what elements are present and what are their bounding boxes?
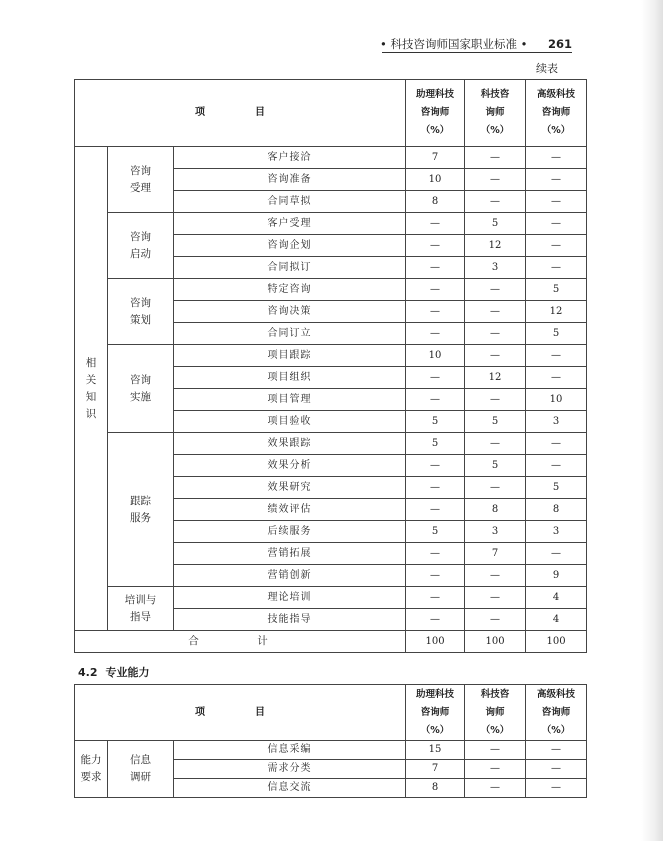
value-assistant: — bbox=[406, 235, 465, 257]
table-row bbox=[75, 433, 587, 455]
value-consultant: — bbox=[465, 191, 526, 213]
item-name: 营销创新 bbox=[174, 565, 406, 587]
value-assistant: — bbox=[406, 213, 465, 235]
value-senior: 4 bbox=[526, 587, 587, 609]
value-senior: 5 bbox=[526, 279, 587, 301]
value-senior: — bbox=[526, 543, 587, 565]
table-header-row bbox=[75, 80, 587, 147]
group-label-char: 服务 bbox=[130, 511, 151, 524]
value-consultant: 3 bbox=[465, 521, 526, 543]
value-consultant: 5 bbox=[465, 213, 526, 235]
group-label bbox=[108, 147, 174, 213]
group-label-char: 信息 bbox=[130, 754, 151, 766]
item-name: 后续服务 bbox=[174, 521, 406, 543]
header-item: 项 目 bbox=[75, 685, 406, 741]
item-name: 营销拓展 bbox=[174, 543, 406, 565]
header-col-senior: 高级科技 咨询师 （%） bbox=[526, 685, 587, 741]
value-consultant: 5 bbox=[465, 411, 526, 433]
value-assistant: — bbox=[406, 257, 465, 279]
value-consultant: 3 bbox=[465, 257, 526, 279]
item-name: 咨询准备 bbox=[174, 169, 406, 191]
group-label-char: 受理 bbox=[130, 181, 151, 194]
item-name: 信息交流 bbox=[174, 779, 406, 798]
value-consultant: — bbox=[465, 433, 526, 455]
value-assistant: 8 bbox=[406, 779, 465, 798]
group-label-char: 咨询 bbox=[130, 230, 151, 243]
value-senior: — bbox=[526, 213, 587, 235]
value-assistant: 5 bbox=[406, 411, 465, 433]
value-assistant: — bbox=[406, 323, 465, 345]
item-name: 咨询决策 bbox=[174, 301, 406, 323]
value-senior: — bbox=[526, 235, 587, 257]
value-senior: 9 bbox=[526, 565, 587, 587]
value-senior: — bbox=[526, 147, 587, 169]
item-name: 需求分类 bbox=[174, 760, 406, 779]
value-assistant: — bbox=[406, 587, 465, 609]
category-label bbox=[75, 147, 108, 631]
value-senior: 4 bbox=[526, 609, 587, 631]
item-name: 项目跟踪 bbox=[174, 345, 406, 367]
value-consultant: — bbox=[465, 345, 526, 367]
table-row bbox=[75, 213, 587, 235]
category-label bbox=[75, 741, 108, 798]
category-label-char: 知 bbox=[85, 390, 97, 403]
header-col-consultant: 科技咨 询师 （%） bbox=[465, 685, 526, 741]
group-label bbox=[108, 279, 174, 345]
group-label-char: 调研 bbox=[130, 771, 151, 783]
header-col-assistant: 助理科技 咨询师 （%） bbox=[406, 685, 465, 741]
group-label bbox=[108, 741, 174, 798]
category-label-char: 关 bbox=[85, 373, 97, 386]
table-row bbox=[75, 741, 587, 760]
value-senior: 8 bbox=[526, 499, 587, 521]
item-name: 绩效评估 bbox=[174, 499, 406, 521]
group-label-char: 指导 bbox=[130, 610, 151, 623]
value-consultant: 7 bbox=[465, 543, 526, 565]
total-label: 合 计 bbox=[75, 631, 406, 653]
value-senior: — bbox=[526, 760, 587, 779]
table-row bbox=[75, 345, 587, 367]
running-head bbox=[380, 36, 572, 52]
header-col-consultant: 科技咨 询师 （%） bbox=[465, 80, 526, 147]
value-assistant: — bbox=[406, 389, 465, 411]
value-consultant: — bbox=[465, 741, 526, 760]
value-assistant: — bbox=[406, 565, 465, 587]
running-head-title: • 科技咨询师国家职业标准 • bbox=[380, 37, 528, 51]
table-header-row bbox=[75, 685, 587, 741]
item-name: 效果跟踪 bbox=[174, 433, 406, 455]
group-label-char: 咨询 bbox=[130, 164, 151, 177]
item-name: 合同订立 bbox=[174, 323, 406, 345]
value-consultant: — bbox=[465, 609, 526, 631]
value-assistant: — bbox=[406, 367, 465, 389]
header-col-assistant: 助理科技 咨询师 （%） bbox=[406, 80, 465, 147]
value-senior: — bbox=[526, 191, 587, 213]
value-assistant: 5 bbox=[406, 433, 465, 455]
category-label-char: 要求 bbox=[80, 771, 102, 783]
table-row bbox=[75, 279, 587, 301]
value-assistant: — bbox=[406, 279, 465, 301]
value-senior: 12 bbox=[526, 301, 587, 323]
page-edge-shadow bbox=[641, 0, 663, 841]
value-senior: — bbox=[526, 741, 587, 760]
group-label-char: 咨询 bbox=[130, 296, 151, 309]
value-consultant: — bbox=[465, 760, 526, 779]
value-assistant: 10 bbox=[406, 169, 465, 191]
value-consultant: 8 bbox=[465, 499, 526, 521]
value-consultant: — bbox=[465, 169, 526, 191]
header-col-senior: 高级科技 咨询师 （%） bbox=[526, 80, 587, 147]
group-label-char: 咨询 bbox=[130, 373, 151, 386]
group-label bbox=[108, 433, 174, 587]
table-row bbox=[75, 587, 587, 609]
value-senior: 10 bbox=[526, 389, 587, 411]
value-assistant: 10 bbox=[406, 345, 465, 367]
section-number: 4.2 bbox=[78, 666, 98, 679]
section-heading bbox=[78, 664, 150, 680]
value-senior: — bbox=[526, 257, 587, 279]
value-assistant: — bbox=[406, 609, 465, 631]
value-senior: — bbox=[526, 169, 587, 191]
group-label-char: 跟踪 bbox=[130, 494, 151, 507]
value-assistant: 7 bbox=[406, 147, 465, 169]
value-senior: — bbox=[526, 345, 587, 367]
value-consultant: — bbox=[465, 279, 526, 301]
group-label-char: 实施 bbox=[130, 390, 151, 403]
group-label bbox=[108, 587, 174, 631]
section-title: 专业能力 bbox=[105, 666, 150, 679]
value-senior: 5 bbox=[526, 477, 587, 499]
value-senior: — bbox=[526, 433, 587, 455]
item-name: 客户受理 bbox=[174, 213, 406, 235]
value-assistant: 15 bbox=[406, 741, 465, 760]
item-name: 理论培训 bbox=[174, 587, 406, 609]
item-name: 信息采编 bbox=[174, 741, 406, 760]
item-name: 技能指导 bbox=[174, 609, 406, 631]
item-name: 合同草拟 bbox=[174, 191, 406, 213]
item-name: 特定咨询 bbox=[174, 279, 406, 301]
category-label-char: 识 bbox=[85, 407, 97, 420]
item-name: 客户接洽 bbox=[174, 147, 406, 169]
item-name: 项目组织 bbox=[174, 367, 406, 389]
value-senior: — bbox=[526, 455, 587, 477]
value-senior: — bbox=[526, 367, 587, 389]
value-consultant: — bbox=[465, 147, 526, 169]
total-senior: 100 bbox=[526, 631, 587, 653]
value-senior: 3 bbox=[526, 521, 587, 543]
value-assistant: — bbox=[406, 477, 465, 499]
category-label-char: 能力 bbox=[80, 754, 102, 766]
value-consultant: 12 bbox=[465, 367, 526, 389]
item-name: 效果分析 bbox=[174, 455, 406, 477]
total-assistant: 100 bbox=[406, 631, 465, 653]
table-row bbox=[75, 147, 587, 169]
total-consultant: 100 bbox=[465, 631, 526, 653]
value-consultant: — bbox=[465, 477, 526, 499]
value-senior: — bbox=[526, 779, 587, 798]
value-assistant: — bbox=[406, 301, 465, 323]
ability-weight-table bbox=[74, 684, 587, 798]
item-name: 项目验收 bbox=[174, 411, 406, 433]
value-consultant: — bbox=[465, 565, 526, 587]
header-rule bbox=[382, 52, 572, 53]
value-assistant: — bbox=[406, 455, 465, 477]
group-label-char: 培训与 bbox=[124, 593, 157, 606]
value-senior: 3 bbox=[526, 411, 587, 433]
item-name: 项目管理 bbox=[174, 389, 406, 411]
item-name: 效果研究 bbox=[174, 477, 406, 499]
group-label bbox=[108, 213, 174, 279]
continued-label: 续表 bbox=[536, 62, 558, 75]
value-consultant: — bbox=[465, 389, 526, 411]
value-assistant: — bbox=[406, 543, 465, 565]
page-number: 261 bbox=[547, 37, 572, 51]
header-item: 项 目 bbox=[75, 80, 406, 147]
total-row bbox=[75, 631, 587, 653]
value-assistant: — bbox=[406, 499, 465, 521]
value-consultant: 5 bbox=[465, 455, 526, 477]
knowledge-weight-table bbox=[74, 79, 587, 653]
value-consultant: 12 bbox=[465, 235, 526, 257]
value-assistant: 5 bbox=[406, 521, 465, 543]
value-senior: 5 bbox=[526, 323, 587, 345]
value-consultant: — bbox=[465, 779, 526, 798]
value-assistant: 8 bbox=[406, 191, 465, 213]
item-name: 咨询企划 bbox=[174, 235, 406, 257]
group-label-char: 策划 bbox=[130, 313, 151, 326]
group-label-char: 启动 bbox=[130, 247, 151, 260]
value-assistant: 7 bbox=[406, 760, 465, 779]
category-label-char: 相 bbox=[85, 356, 97, 369]
item-name: 合同拟订 bbox=[174, 257, 406, 279]
value-consultant: — bbox=[465, 587, 526, 609]
value-consultant: — bbox=[465, 301, 526, 323]
group-label bbox=[108, 345, 174, 433]
value-consultant: — bbox=[465, 323, 526, 345]
